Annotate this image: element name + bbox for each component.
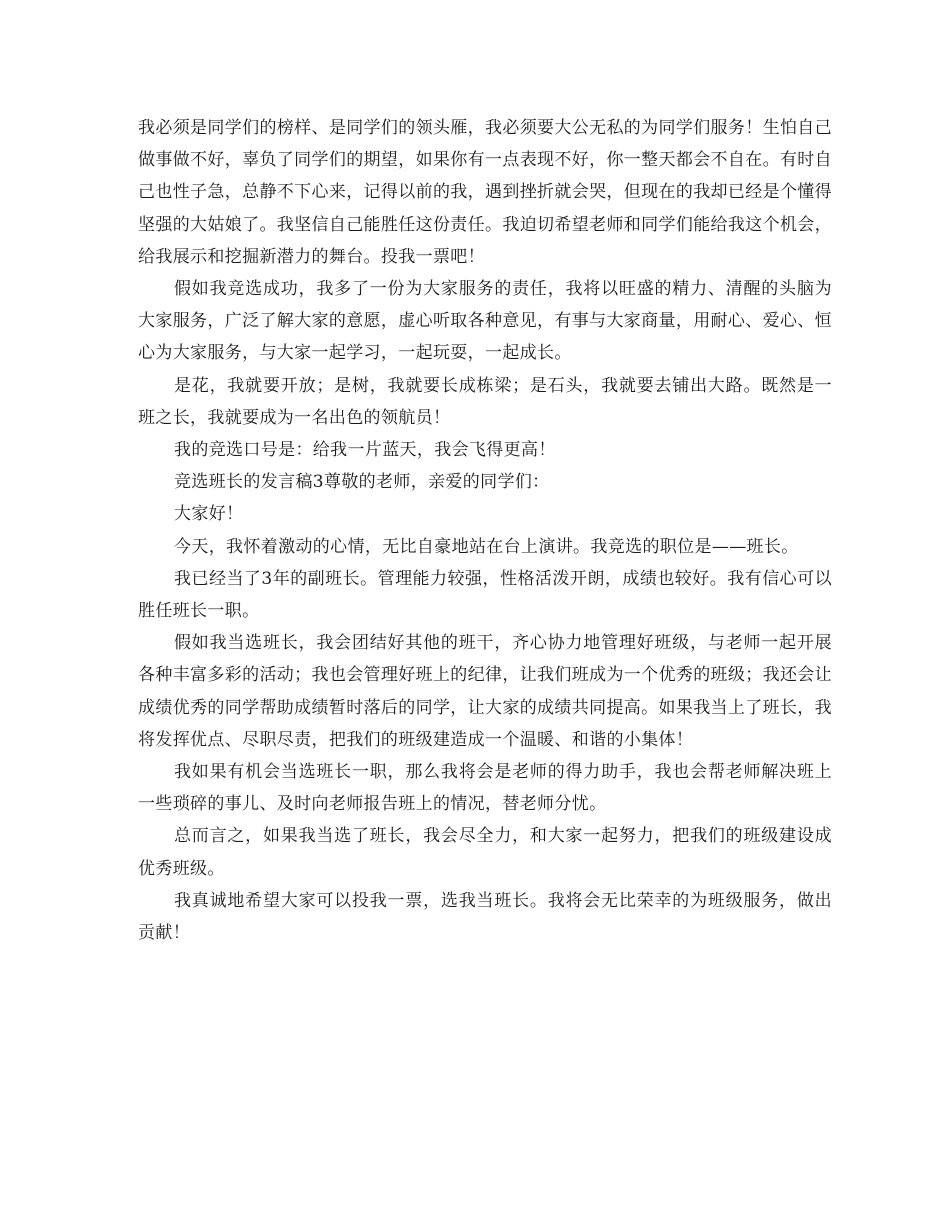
document-body [138, 112, 832, 949]
paragraph: 我真诚地希望大家可以投我一票，选我当班长。我将会无比荣幸的为班级服务，做出贡献！ [138, 890, 832, 944]
paragraph: 我的竞选口号是：给我一片蓝天，我会飞得更高！ [174, 440, 556, 461]
paragraph: 总而言之，如果我当选了班长，我会尽全力，和大家一起努力，把我们的班级建设成优秀班级。 [138, 826, 832, 879]
paragraph: 我必须是同学们的榜样、是同学们的领头雁，我必须要大公无私的为同学们服务！生怕自己做事做不好，辜负了同学们的期望，如果你有一点表现不好，你一整天都会不自在。有时自己也性子急，总静不下心来，记得以前的我，遇到挫折就会哭，但现在的我却已经是个懂得坚强的大姑娘了。我坚信自己能胜任这份责任。我迫切希望老师和同学们能给我这个机会，给我展示和挖掘新潜力的舞台。投我一票吧！ [138, 118, 832, 267]
paragraph: 竞选班长的发言稿3尊敬的老师，亲爱的同学们： [174, 472, 550, 493]
paragraph: 假如我当选班长，我会团结好其他的班干，齐心协力地管理好班级，与老师一起开展各种丰富多彩的活动；我也会管理好班上的纪律，让我们班成为一个优秀的班级；我还会让成绩优秀的同学帮助成绩暂时落后的同学，让大家的成绩共同提高。如果我当上了班长，我将发挥优点、尽职尽责，把我们的班级建造成一个温暖、和谐的小集体！ [138, 633, 832, 750]
paragraph: 假如我竞选成功，我多了一份为大家服务的责任，我将以旺盛的精力、清醒的头脑为大家服务，广泛了解大家的意愿，虚心听取各种意见，有事与大家商量，用耐心、爱心、恒心为大家服务，与大家一起学习，一起玩耍，一起成长。 [138, 279, 832, 364]
paragraph: 是花，我就要开放；是树，我就要长成栋梁；是石头，我就要去铺出大路。既然是一班之长，我就要成为一名出色的领航员！ [138, 375, 832, 428]
paragraph: 大家好！ [174, 504, 244, 525]
paragraph: 今天，我怀着激动的心情，无比自豪地站在台上演讲。我竞选的职位是——班长。 [174, 536, 799, 557]
paragraph: 我如果有机会当选班长一职，那么我将会是老师的得力助手，我也会帮老师解决班上一些琐碎的事儿、及时向老师报告班上的情况，替老师分忧。 [138, 762, 832, 815]
paragraph: 我已经当了3年的副班长。管理能力较强，性格活泼开朗，成绩也较好。我有信心可以胜任班长一职。 [138, 568, 832, 622]
